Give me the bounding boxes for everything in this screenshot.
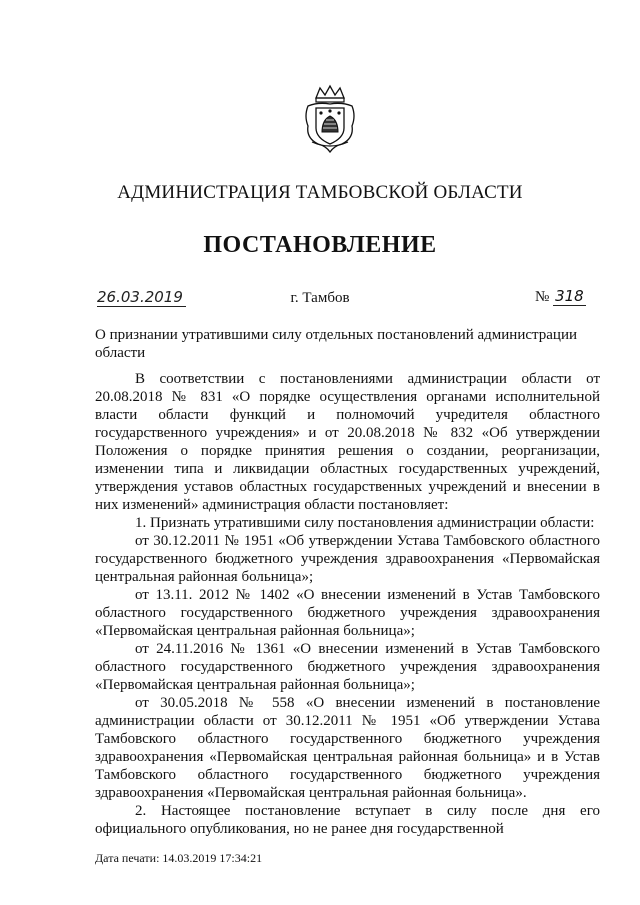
number-label: № [535, 289, 550, 305]
document-type-title: ПОСТАНОВЛЕНИЕ [203, 232, 437, 258]
repealed-item-3: от 24.11.2016 № 1361 «О внесении изменений в Устав Тамбовского областного государственного бюджетного учреждения здравоохранения «Первомайская центральная районная больница»; [95, 641, 600, 693]
repealed-item-4: от 30.05.2018 № 558 «О внесении изменений в постановление администрации области от 30.12.2011 № 1951 «Об утверждении Устава Тамбовского областного государственного бюджетного учреждения здравоохранения «Первомайская центральная районная больница» и в Устав Тамбовского областного государственного бюджетного учреждения здравоохранения «Первомайская центральная районная больница». [95, 695, 600, 801]
document-city: г. Тамбов [290, 290, 350, 306]
preamble-paragraph: В соответствии с постановлениями администрации области от 20.08.2018 № 831 «О порядке осуществления органами исполнительной власти области функций и полномочий учредителя областного государственного учреждения» и от 20.08.2018 № 832 «Об утверждении Положения о порядке принятия решения о создании, реорганизации, изменении типа и ликвидации областных государственных учреждений, утверждения уставов областных государственных учреждений и внесении в них изменений» администрация области постановляет: [95, 371, 600, 513]
document-subject: О признании утратившими силу отдельных постановлений администрации области [95, 327, 577, 361]
organization-title: АДМИНИСТРАЦИЯ ТАМБОВСКОЙ ОБЛАСТИ [117, 182, 523, 203]
point-2-paragraph: 2. Настоящее постановление вступает в силу после дня его официального опубликования, но не ранее дня государственной [95, 803, 600, 837]
document-number-block [535, 287, 586, 306]
document-number: 318 [555, 287, 584, 305]
point-1-paragraph: 1. Признать утратившими силу постановления администрации области: [135, 515, 595, 531]
document-body [95, 370, 600, 838]
tambov-coat-of-arms-icon [298, 84, 362, 154]
print-date-footer: Дата печати: 14.03.2019 17:34:21 [95, 851, 263, 865]
repealed-item-1: от 30.12.2011 № 1951 «Об утверждении Устава Тамбовского областного государственного бюджетного учреждения здравоохранения «Первомайская центральная районная больница»; [95, 533, 600, 585]
document-date: 26.03.2019 [97, 288, 186, 307]
repealed-item-2: от 13.11. 2012 № 1402 «О внесении изменений в Устав Тамбовского областного государственного бюджетного учреждения здравоохранения «Первомайская центральная районная больница»; [95, 587, 600, 639]
